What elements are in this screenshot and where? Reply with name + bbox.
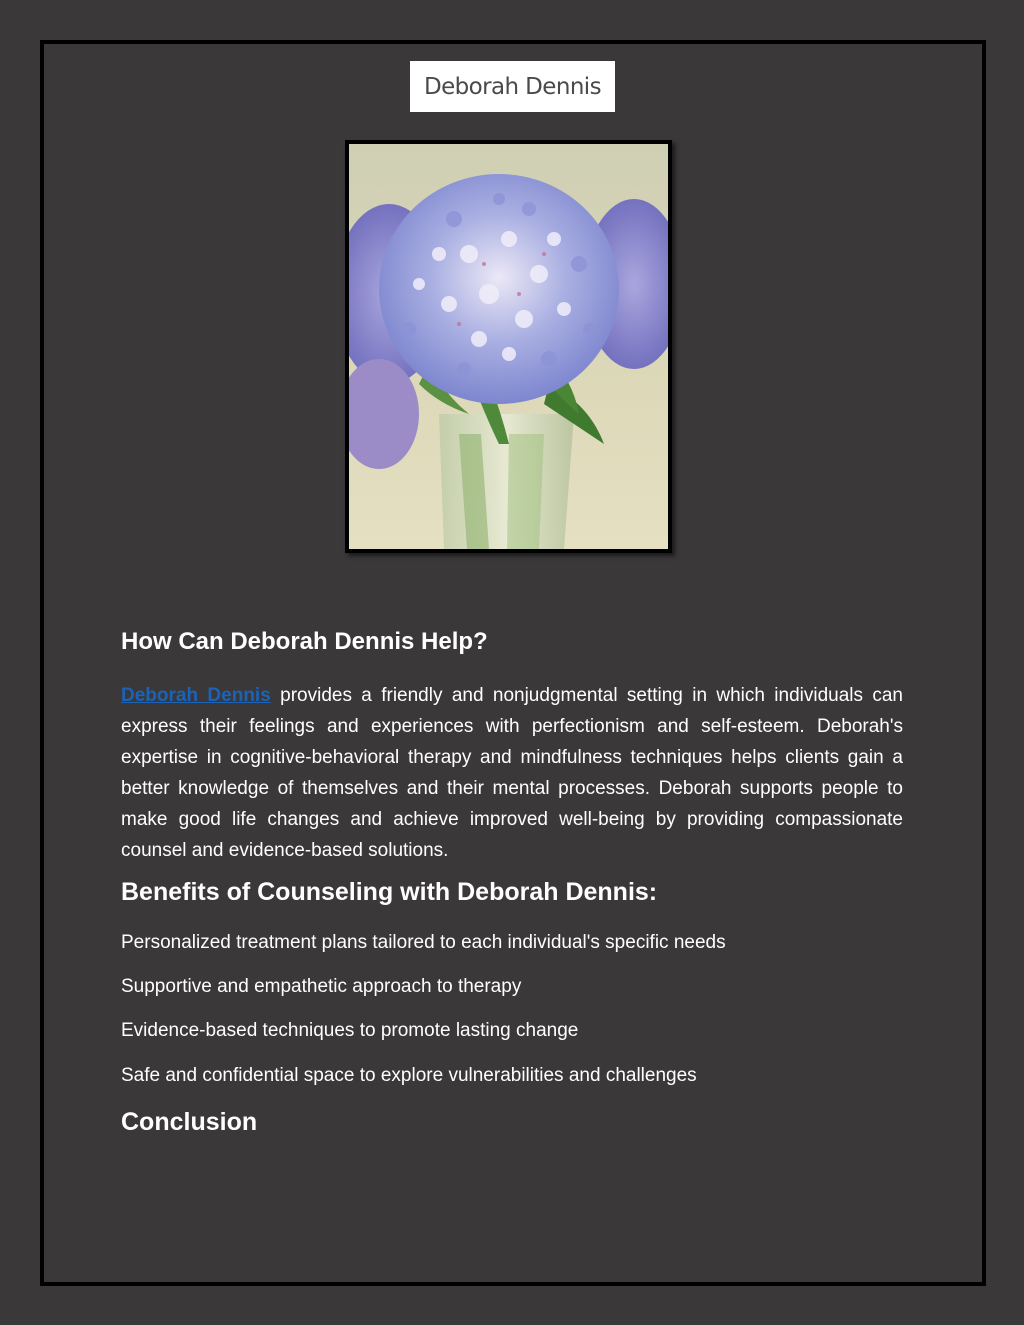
benefit-item: Safe and confidential space to explore vulnerabilities and challenges (121, 1065, 697, 1086)
deborah-dennis-link[interactable]: Deborah Dennis (121, 685, 271, 706)
help-paragraph-text: provides a friendly and nonjudgmental setting in which individuals can express their feelings and experiences with perfectionism and self-esteem. Deborah's expertise in cognitive-behavioral therapy and mindfulness techniques helps clients gain a better knowledge of themselves and their mental processes. Deborah supports people to make good life changes and achieve improved well-being by providing compassionate counsel and evidence-based solutions. (121, 685, 904, 861)
heading-conclusion: Conclusion (121, 1108, 258, 1136)
heading-how-can-help: How Can Deborah Dennis Help? (121, 628, 488, 655)
help-paragraph (121, 680, 903, 866)
logo (410, 61, 615, 112)
hydrangea-photo (345, 140, 672, 553)
benefit-item: Supportive and empathetic approach to therapy (121, 976, 522, 997)
benefit-item: Evidence-based techniques to promote lasting change (121, 1020, 579, 1041)
heading-benefits: Benefits of Counseling with Deborah Dennis: (121, 878, 658, 906)
benefit-item: Personalized treatment plans tailored to each individual's specific needs (121, 932, 726, 953)
logo-text: Deborah Dennis (424, 73, 601, 100)
